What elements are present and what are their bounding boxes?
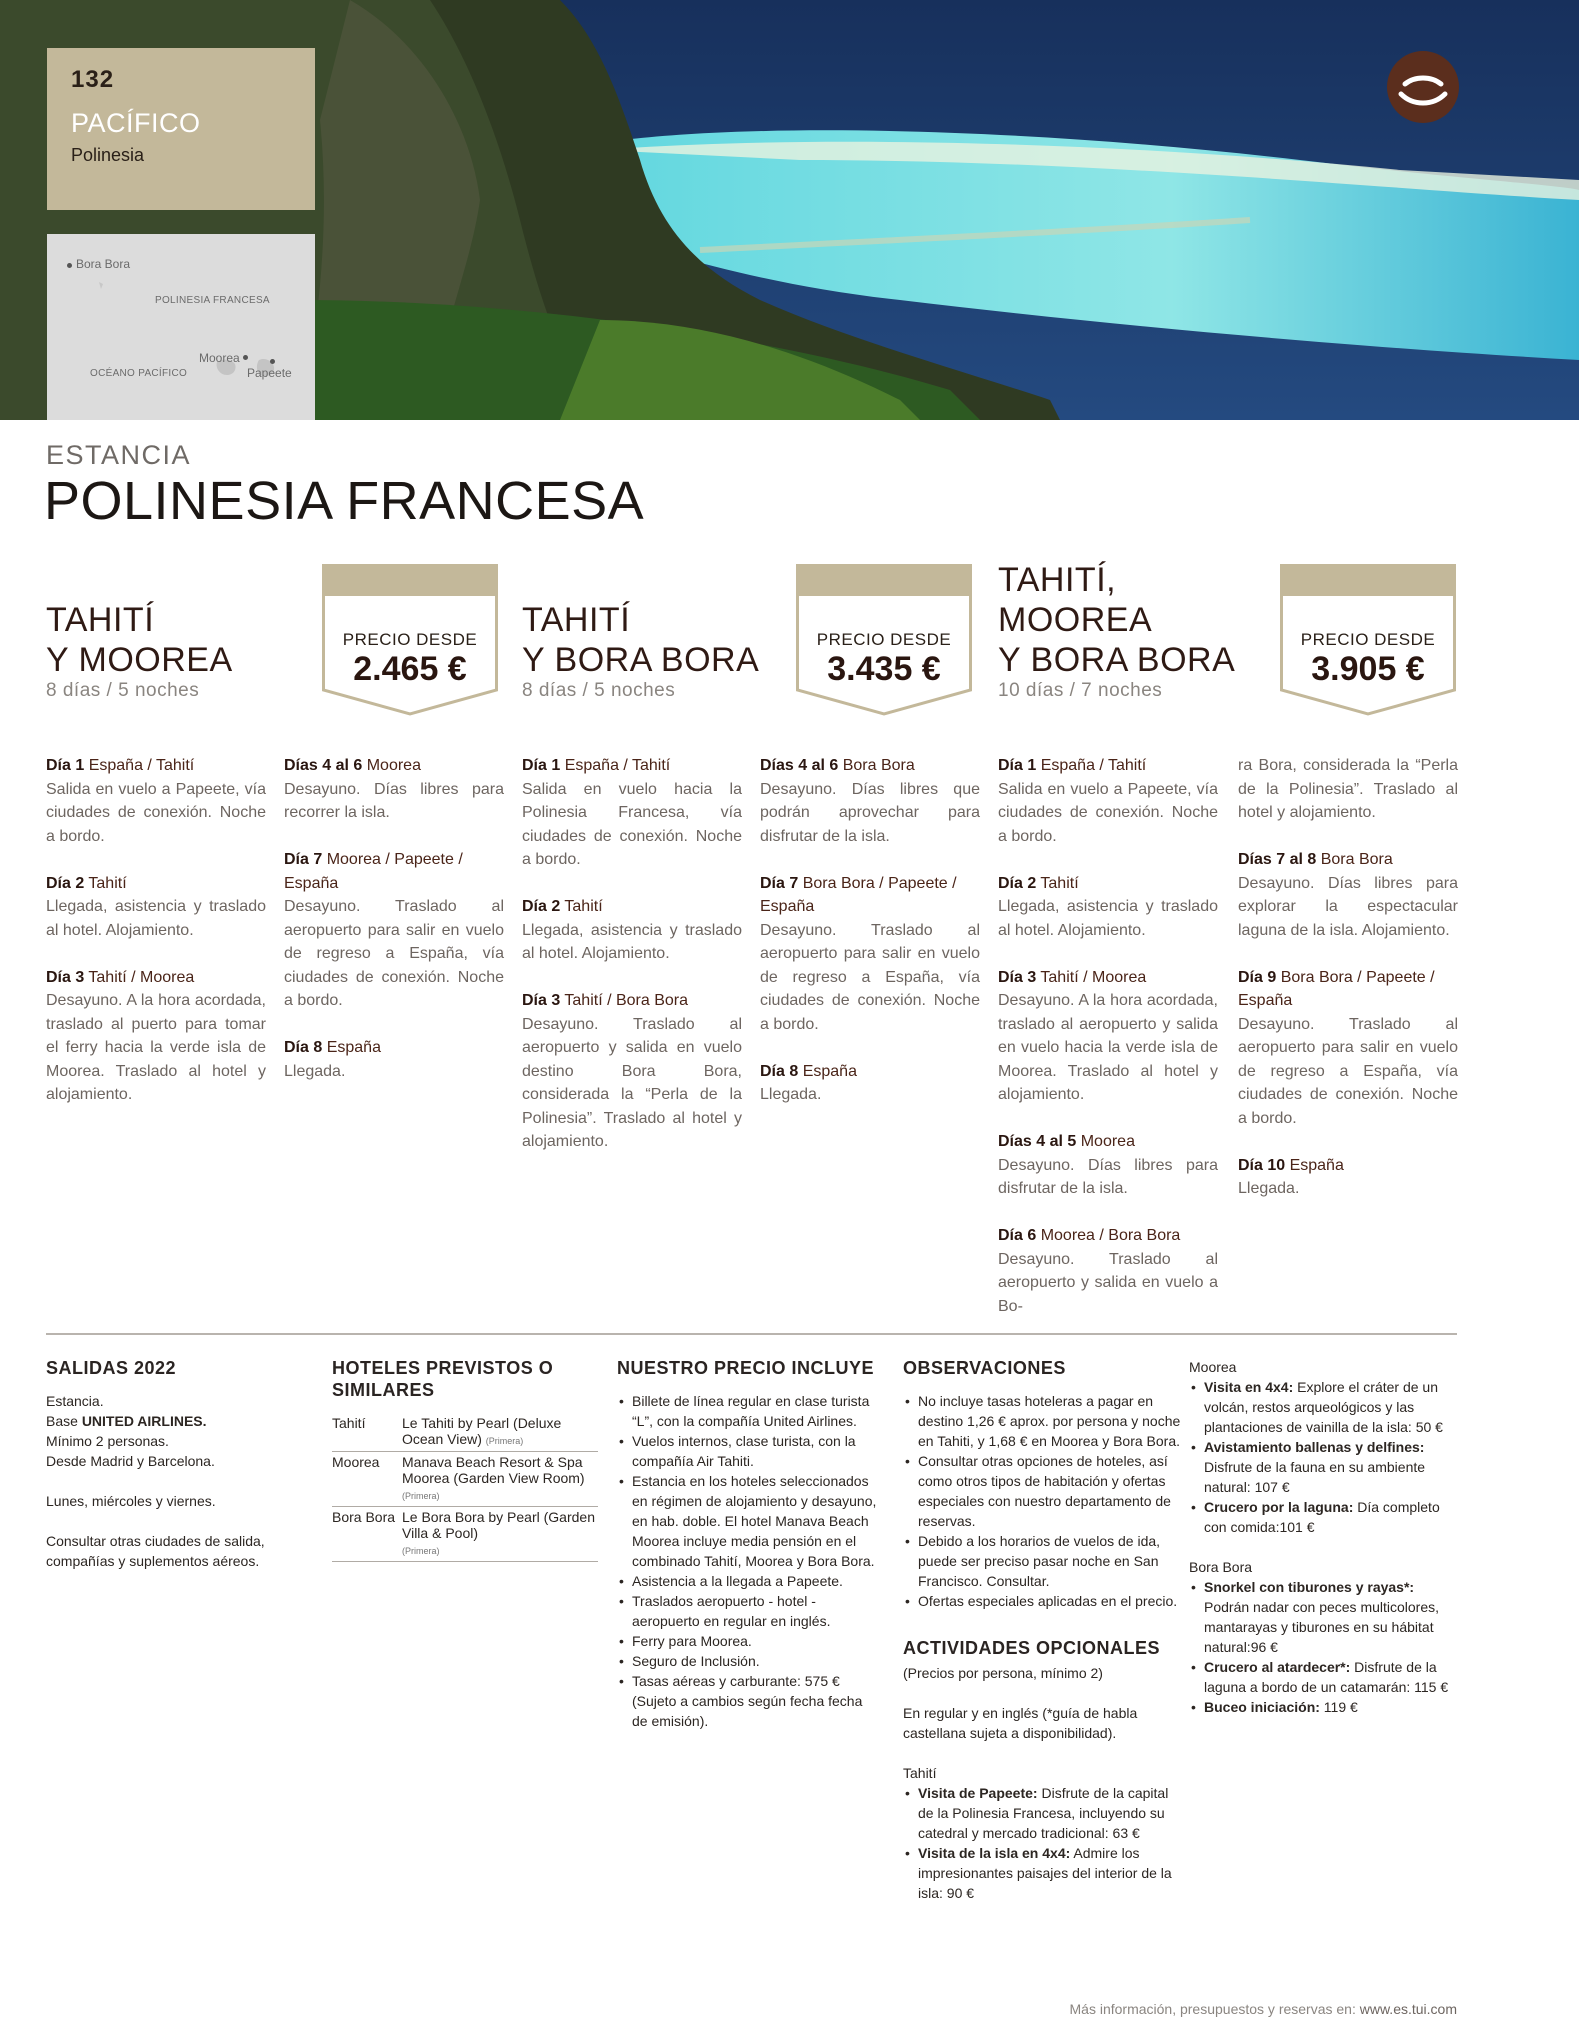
itinerary-day: Día 3 Tahití / Bora Bora Desayuno. Traslado al aeropuerto y salida en vuelo destino Bora Bora, considerada la “Perla de la Polinesia”. Traslado al hotel y alojamiento. (522, 992, 742, 1150)
itinerary-day: Días 4 al 6 Moorea Desayuno. Días libres para recorrer la isla. (284, 757, 504, 821)
price-badge (796, 564, 972, 716)
hotel-name: Le Bora Bora by Pearl (Garden Villa & Pool) (402, 1509, 595, 1541)
itinerary-day: Día 8 España Llegada. (760, 1062, 857, 1103)
subregion-label: Polinesia (71, 145, 145, 165)
region-label: PACÍFICO (71, 108, 201, 138)
included-list (617, 1391, 879, 1731)
package-title-line: Y MOOREA (46, 641, 233, 679)
price-value: 3.435 € (827, 650, 941, 688)
section-heading: SALIDAS 2022 (46, 1358, 177, 1378)
activity-group-label: Moorea (1189, 1359, 1237, 1375)
list-item: • Debido a los horarios de vuelos de ida, puede ser preciso pasar noche en San Francisco. Consultar. (903, 1531, 1183, 1591)
itinerary-day: Días 4 al 6 Bora Bora Desayuno. Días libres que podrán aprovechar para disfrutar de la isla. (760, 757, 980, 845)
hotel-category: (Primera) (402, 1546, 440, 1556)
salidas-section (46, 1357, 302, 1571)
incluye-section (617, 1357, 879, 1731)
list-item: • Visita de Papeete: Disfrute de la capital de la Polinesia Francesa, incluyendo su catedral y mercado tradicional: 63 € (903, 1783, 1183, 1843)
hotel-name-cell (402, 1413, 598, 1452)
info-line: Lunes, miércoles y viernes. (46, 1493, 216, 1509)
price-value: 3.905 € (1311, 650, 1425, 688)
package-duration: 8 días / 5 noches (46, 680, 200, 701)
itinerary-day: Día 8 España Llegada. (284, 1039, 381, 1080)
section-divider (46, 1333, 1457, 1335)
info-line: En regular y en inglés (*guía de habla castellana sujeta a disponibilidad). (903, 1705, 1138, 1741)
section-heading: NUESTRO PRECIO INCLUYE (617, 1358, 875, 1378)
hotel-name-cell (402, 1452, 598, 1507)
hotel-location: Bora Bora (332, 1507, 402, 1562)
map-label-bora-bora: Bora Bora (76, 257, 131, 271)
itinerary-day: Día 1 España / Tahití Salida en vuelo a Papeete, vía ciudades de conexión. Noche a bordo. (998, 757, 1218, 845)
hotel-name: Manava Beach Resort & Spa Moorea (Garden View Room) (402, 1454, 585, 1486)
itinerary-day: Día 10 España Llegada. (1238, 1156, 1344, 1197)
hotel-location: Moorea (332, 1452, 402, 1507)
list-item: • No incluye tasas hoteleras a pagar en destino 1,26 € aprox. por persona y noche en Tahiti, y 1,68 € en Moorea y Bora Bora. (903, 1391, 1183, 1451)
package-duration: 8 días / 5 noches (522, 680, 676, 701)
info-line: Mínimo 2 personas. (46, 1433, 169, 1449)
list-item: • Crucero por la laguna: Día completo con comida:101 € (1189, 1497, 1457, 1537)
hotel-category: (Primera) (485, 1436, 524, 1446)
section-kicker: ESTANCIA (46, 440, 192, 470)
list-item: • Avistamiento ballenas y delfines: Disfrute de la fauna en su ambiente natural: 107 € (1189, 1437, 1457, 1497)
list-item: • Ofertas especiales aplicadas en el precio. (903, 1591, 1183, 1611)
itinerary-day: Día 7 Bora Bora / Papeete / España Desayuno. Traslado al aeropuerto para salir en vuelo de regreso a España, vía ciudades de conexión. Noche a bordo. (760, 874, 980, 1033)
bora-bora-marker (67, 263, 72, 268)
moorea-marker (243, 355, 248, 360)
price-badge (1280, 564, 1456, 716)
list-item: • Billete de línea regular en clase turista “L”, con la compañía United Airlines. (617, 1391, 879, 1431)
list-item: • Visita en 4x4: Explore el cráter de un volcán, restos arqueológicos y las plantaciones de vainilla de la isla: 50 € (1189, 1377, 1457, 1437)
itinerary-day: Día 9 Bora Bora / Papeete / España Desayuno. Traslado al aeropuerto para salir en vuelo de regreso a España, vía ciudades de conexión. Noche a bordo. (1238, 968, 1458, 1127)
hotel-location: Tahití (332, 1413, 402, 1452)
activities-list (1189, 1577, 1457, 1717)
activities-list (903, 1783, 1183, 1903)
itinerary-day: Día 2 Tahití Llegada, asistencia y traslado al hotel. Alojamiento. (46, 874, 266, 939)
section-heading: HOTELES PREVISTOS O SIMILARES (332, 1358, 554, 1400)
itinerary-day: Día 6 Moorea / Bora Bora Desayuno. Traslado al aeropuerto y salida en vuelo a Bo- (998, 1227, 1218, 1315)
price-value: 2.465 € (353, 650, 467, 688)
itinerary-day: Día 7 Moorea / Papeete / España Desayuno. Traslado al aeropuerto para salir en vuelo de regreso a España, vía ciudades de conexión. Noche a bordo. (284, 851, 504, 1009)
itinerary-column (46, 754, 266, 1130)
list-item: • Visita de la isla en 4x4: Admire los impresionantes paisajes del interior de la isla: 90 € (903, 1843, 1183, 1903)
footer-text: Más información, presupuestos y reservas en: (1069, 2001, 1360, 2017)
list-item: • Snorkel con tiburones y rayas*: Podrán nadar con peces multicolores, mantarayas y tiburones en su hábitat natural:96 € (1189, 1577, 1457, 1657)
table-row (332, 1452, 598, 1507)
price-badge (322, 564, 498, 716)
list-item: • Vuelos internos, clase turista, con la compañía Air Tahiti. (617, 1431, 879, 1471)
map-label-oceano: OCÉANO PACÍFICO (90, 368, 188, 379)
activity-group-label: Tahití (903, 1765, 937, 1781)
list-item: • Traslados aeropuerto - hotel - aeropuerto en regular en inglés. (617, 1591, 879, 1631)
hotel-category: (Primera) (402, 1491, 440, 1501)
price-label: PRECIO DESDE (1300, 630, 1436, 649)
itinerary-column (1238, 754, 1458, 1224)
activities-list (1189, 1377, 1457, 1537)
list-item: • Seguro de Inclusión. (617, 1651, 879, 1671)
section-heading: ACTIVIDADES OPCIONALES (903, 1638, 1161, 1658)
price-label: PRECIO DESDE (816, 630, 952, 649)
itinerary-day: Día 1 España / Tahití Salida en vuelo hacia la Polinesia Francesa, vía ciudades de conexión. Noche a bordo. (522, 757, 742, 868)
package-title-line: Y BORA BORA (998, 641, 1236, 679)
table-row (332, 1413, 598, 1452)
list-item: • Buceo iniciación: 119 € (1189, 1697, 1457, 1717)
itinerary-day-continuation: ra Bora, considerada la “Perla de la Polinesia”. Traslado al hotel y alojamiento. (1238, 757, 1458, 821)
info-line: Base UNITED AIRLINES. (46, 1413, 207, 1429)
hotels-table (332, 1413, 598, 1562)
package-title-line: Y BORA BORA (522, 641, 760, 679)
page-tab (47, 48, 315, 210)
section-heading: OBSERVACIONES (903, 1358, 1066, 1378)
info-line: Consultar otras ciudades de salida, compañías y suplementos aéreos. (46, 1533, 265, 1569)
hero-photo (0, 0, 1579, 420)
map-label-papeete: Papeete (247, 366, 292, 380)
price-label: PRECIO DESDE (342, 630, 478, 649)
info-line: (Precios por persona, mínimo 2) (903, 1665, 1103, 1681)
page-title: POLINESIA FRANCESA (44, 471, 645, 531)
itinerary-column (522, 754, 742, 1177)
hotel-name-cell (402, 1507, 598, 1562)
package-title-tahiti-bora-bora (522, 600, 759, 680)
itinerary-day: Día 2 Tahití Llegada, asistencia y traslado al hotel. Alojamiento. (998, 874, 1218, 939)
hotel-name: Le Tahiti by Pearl (Deluxe Ocean View) (402, 1415, 562, 1447)
package-title-line: TAHITÍ, (998, 561, 1117, 599)
list-item: • Ferry para Moorea. (617, 1631, 879, 1651)
info-line: Estancia. (46, 1393, 104, 1409)
papeete-marker (270, 359, 275, 364)
map-label-moorea: Moorea (199, 351, 240, 365)
hoteles-section (332, 1357, 602, 1562)
tui-smile-logo-icon (1387, 51, 1459, 123)
list-item: • Crucero al atardecer*: Disfrute de la laguna a bordo de un catamarán: 115 € (1189, 1657, 1457, 1697)
list-item: • Consultar otras opciones de hoteles, así como otros tipos de habitación y ofertas especiales con nuestro departamento de reservas. (903, 1451, 1183, 1531)
package-title-line: MOOREA (998, 601, 1153, 639)
itinerary-column (998, 754, 1218, 1342)
itinerary-day: Días 7 al 8 Bora Bora Desayuno. Días libres para explorar la espectacular laguna de la isla. Alojamiento. (1238, 851, 1458, 939)
itinerary-day: Día 2 Tahití Llegada, asistencia y traslado al hotel. Alojamiento. (522, 898, 742, 962)
observaciones-section (903, 1357, 1183, 1903)
info-line: Desde Madrid y Barcelona. (46, 1453, 215, 1469)
table-row (332, 1507, 598, 1562)
list-item: • Estancia en los hoteles seleccionados en régimen de alojamiento y desayuno, en hab. doble. El hotel Manava Beach Moorea incluye media pensión en el combinado Tahití, Moorea y Bora Bora. (617, 1471, 879, 1571)
footer-note (1070, 2001, 1458, 2017)
itinerary-column (760, 754, 980, 1130)
itinerary-day: Día 3 Tahití / Moorea Desayuno. A la hora acordada, traslado al aeropuerto y salida en vuelo hacia la verde isla de Moorea. Traslado al hotel y alojamiento. (998, 968, 1218, 1103)
list-item: • Tasas aéreas y carburante: 575 € (Sujeto a cambios según fecha fecha de emisión). (617, 1671, 879, 1731)
itinerary-day: Días 4 al 5 Moorea Desayuno. Días libres para disfrutar de la isla. (998, 1133, 1218, 1197)
observations-list (903, 1391, 1183, 1611)
package-title-tahiti-moorea-bora-bora (998, 560, 1235, 680)
package-title-line: TAHITÍ (522, 601, 631, 639)
map-label-polinesia: POLINESIA FRANCESA (155, 295, 270, 306)
package-duration: 10 días / 7 noches (998, 680, 1163, 701)
itinerary-day: Día 1 España / Tahití Salida en vuelo a Papeete, vía ciudades de conexión. Noche a bordo. (46, 757, 266, 845)
footer-link[interactable]: www.es.tui.com (1359, 2001, 1457, 2017)
package-title-line: TAHITÍ (46, 601, 155, 639)
location-map (47, 234, 315, 420)
actividades-continued (1189, 1357, 1457, 1717)
activity-group-label: Bora Bora (1189, 1559, 1253, 1575)
page-number: 132 (71, 66, 115, 93)
list-item: • Asistencia a la llegada a Papeete. (617, 1571, 879, 1591)
itinerary-column (284, 754, 504, 1107)
package-title-tahiti-moorea (46, 600, 233, 680)
itinerary-day: Día 3 Tahití / Moorea Desayuno. A la hora acordada, traslado al puerto para tomar el ferry hacia la verde isla de Moorea. Traslado al hotel y alojamiento. (46, 968, 266, 1103)
